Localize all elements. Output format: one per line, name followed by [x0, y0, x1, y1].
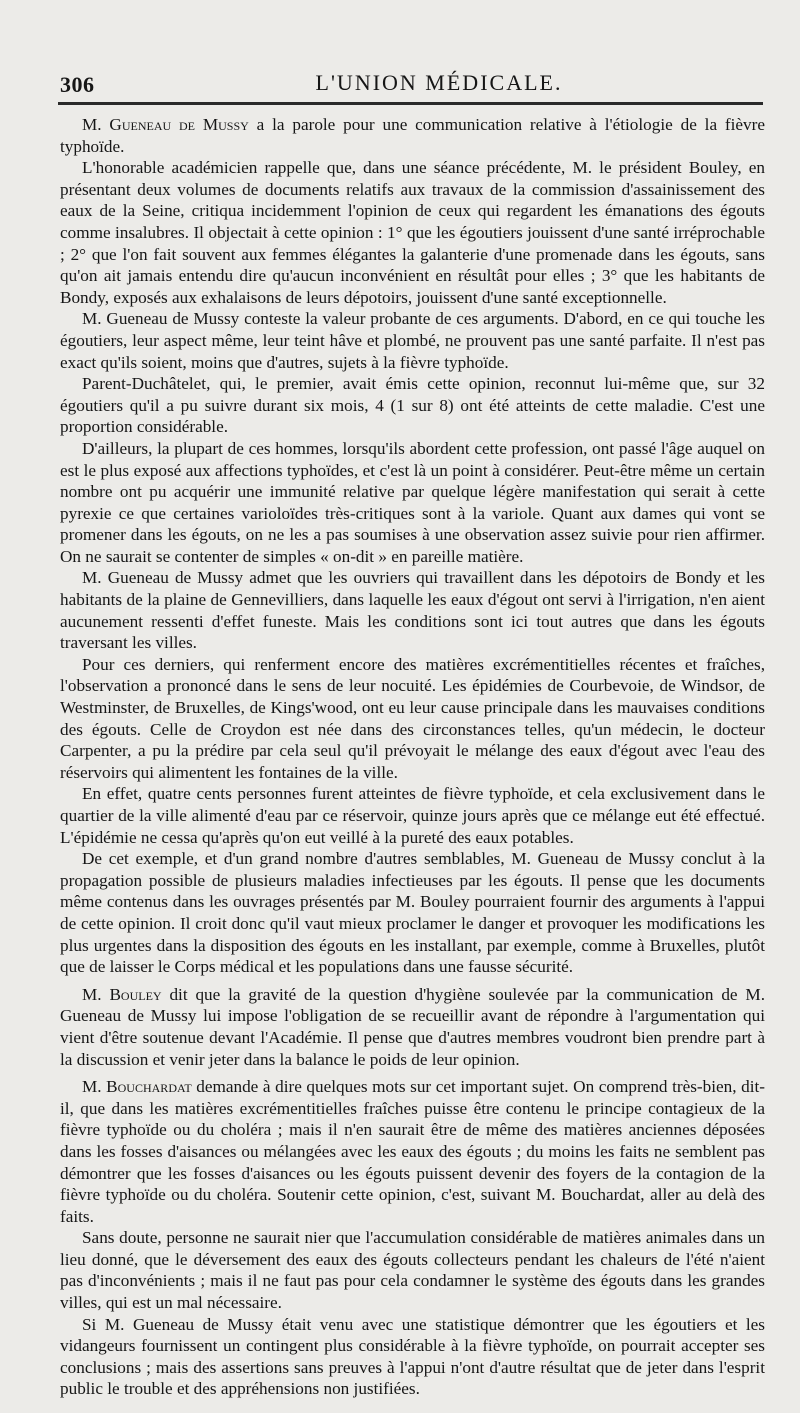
speaker-name: M. Bouchardat	[82, 1077, 192, 1097]
paragraph	[60, 308, 765, 373]
paragraph	[60, 1314, 765, 1400]
running-title: L'UNION MÉDICALE.	[315, 70, 563, 95]
speaker-name: M. Bouley	[82, 984, 162, 1004]
paragraph	[60, 438, 765, 568]
paragraph	[60, 567, 765, 653]
speaker-name: M. Gueneau de Mussy	[82, 115, 249, 134]
paragraph	[60, 984, 765, 1070]
paragraph-text: L'honorable académicien rappelle que, dans une séance précédente, M. le président Bouley, en présentant deux volumes de documents relatifs aux travaux de la commission d'assainissement des eaux de la Seine, critiqua incidemment l'opinion de ceux qui regardent les émanations des égouts comme insalubres. Il objectait à cette opinion : 1° que les égoutiers jouissent d'une santé irréprochable ; 2° que l'on fait souvent aux femmes élégantes la galanterie d'une promenade dans les égouts, sans qu'on ait jamais entendu dire qu'aucun inconvénient en résultât pour elles ; 3° que les habitants de Bondy, exposés aux exhalaisons de leurs dépotoirs, jouissent d'une santé exceptionnelle.	[60, 158, 765, 307]
paragraph	[60, 1076, 765, 1227]
paragraph	[60, 654, 765, 784]
paragraph-text: Si M. Gueneau de Mussy était venu avec une statistique démontrer que les égoutiers et les vidangeurs fournissent un contingent plus considérable à la fièvre typhoïde, on pourrait accepter ses conclusions ; mais des assertions sans preuves à l'appui n'ont d'autre résultat que de jeter dans l'esprit public le trouble et des appréhensions non justifiées.	[60, 1314, 765, 1399]
paragraph	[60, 783, 765, 848]
paragraph	[60, 114, 765, 157]
paragraph-text: demande à dire quelques mots sur cet important sujet. On comprend très-bien, dit-il, que dans les matières excrémentitielles fraîches puisse être contenu le principe contagieux de la fièvre typhoïde ou du choléra ; mais il n'en saurait être de même des matières anciennes déposées dans les fosses d'aisances ou mélangées avec les eaux des égouts ; du moins les faits ne semblent pas démontrer que les fosses d'aisances ou les égouts puissent devenir des foyers de la contagion de la fièvre typhoïde ou du choléra. Soutenir cette opinion, c'est, suivant M. Bouchardat, aller au delà des faits.	[60, 1077, 765, 1226]
paragraph-text: dit que la gravité de la question d'hygiène soulevée par la communication de M. Gueneau de Mussy lui impose l'obligation de se recueillir avant de répondre à l'argumentation qui vient d'être soutenue devant l'Académie. Il pense que d'autres membres voudront bien prendre part à la discussion et venir jeter dans la balance le poids de leur opinion.	[60, 984, 765, 1069]
header-rule	[58, 102, 763, 105]
paragraph	[60, 1227, 765, 1313]
paragraph-text: En effet, quatre cents personnes furent atteintes de fièvre typhoïde, et cela exclusivement dans le quartier de la ville alimenté d'eau par ce réservoir, quinze jours après que ce mélange eut été effectué. L'épidémie ne cessa qu'après qu'on eut veillé à la pureté des eaux potables.	[60, 784, 765, 847]
page-header	[58, 64, 760, 97]
paragraph-text: Sans doute, personne ne saurait nier que l'accumulation considérable de matières animales dans un lieu donné, que le déversement des eaux des égouts collecteurs pendant les chaleurs de l'été n'aient pas d'inconvénients ; mais il ne faut pas pour cela condamner le système des égouts dans les grandes villes, qui est un mal nécessaire.	[60, 1228, 765, 1313]
paragraph-text: D'ailleurs, la plupart de ces hommes, lorsqu'ils abordent cette profession, ont passé l'âge auquel on est le plus exposé aux affections typhoïdes, et c'est là un point à considérer. Peut-être même un certain nombre ont pu acquérir une immunité relative par quelque légère manifestation qui serait à cette pyrexie ce que certaines varioloïdes très-critiques sont à la variole. Quant aux dames qui vont se promener dans les égouts, on ne les a pas soumises à une observation assez suivie pour rien affirmer. On ne saurait se contenter de simples « on-dit » en pareille matière.	[60, 438, 765, 566]
paragraph	[60, 157, 765, 308]
paragraph	[60, 848, 765, 978]
paragraph	[60, 373, 765, 438]
page-number: 306	[60, 72, 95, 97]
paragraph-text: Parent-Duchâtelet, qui, le premier, avait émis cette opinion, reconnut lui-même que, sur 32 égoutiers qu'il a pu suivre durant six mois, 4 (1 sur 8) ont été atteints de cette maladie. C'est une proportion considérable.	[60, 374, 765, 437]
paragraph-text: a la parole pour une communication relative à l'étiologie de la fièvre typhoïde.	[60, 115, 765, 156]
article-body	[60, 108, 765, 1400]
paragraph-text: De cet exemple, et d'un grand nombre d'autres semblables, M. Gueneau de Mussy conclut à la propagation possible de plusieurs maladies infectieuses par les égouts. Il pense que les documents même contenus dans les ouvrages présentés par M. Bouley pourraient fournir des arguments à l'appui de cette opinion. Il croit donc qu'il vaut mieux proclamer le danger et provoquer les modifications les plus urgentes dans la disposition des égouts en les installant, par exemple, comme à Bruxelles, plutôt que de laisser le Corps médical et les populations dans une fausse sécurité.	[60, 849, 765, 977]
paragraph-text: M. Gueneau de Mussy admet que les ouvriers qui travaillent dans les dépotoirs de Bondy et les habitants de la plaine de Gennevilliers, dans laquelle les eaux d'égout ont servi à l'irrigation, n'en aient aucunement ressenti d'effet funeste. Mais les conditions sont ici tout autres que dans les égouts traversant les villes.	[60, 568, 765, 653]
paragraph-text: Pour ces derniers, qui renferment encore des matières excrémentitielles récentes et fraîches, l'observation a prononcé dans le sens de leur nocuité. Les épidémies de Courbevoie, de Windsor, de Westminster, de Bruxelles, de Kings'wood, ont eu leur cause principale dans les mauvaises conditions des égouts. Celle de Croydon est née dans des circonstances telles, qu'un médecin, le docteur Carpenter, a pu la prédire par cela seul qu'il prévoyait le mélange des eaux d'égout avec l'eau des réservoirs qui alimentent les fontaines de la ville.	[60, 654, 765, 782]
paragraph-text: M. Gueneau de Mussy conteste la valeur probante de ces arguments. D'abord, en ce qui touche les égoutiers, leur aspect même, leur teint hâve et plombé, ne prouvent pas une santé parfaite. Il n'est pas exact qu'ils soient, moins que d'autres, sujets à la fièvre typhoïde.	[60, 309, 765, 372]
